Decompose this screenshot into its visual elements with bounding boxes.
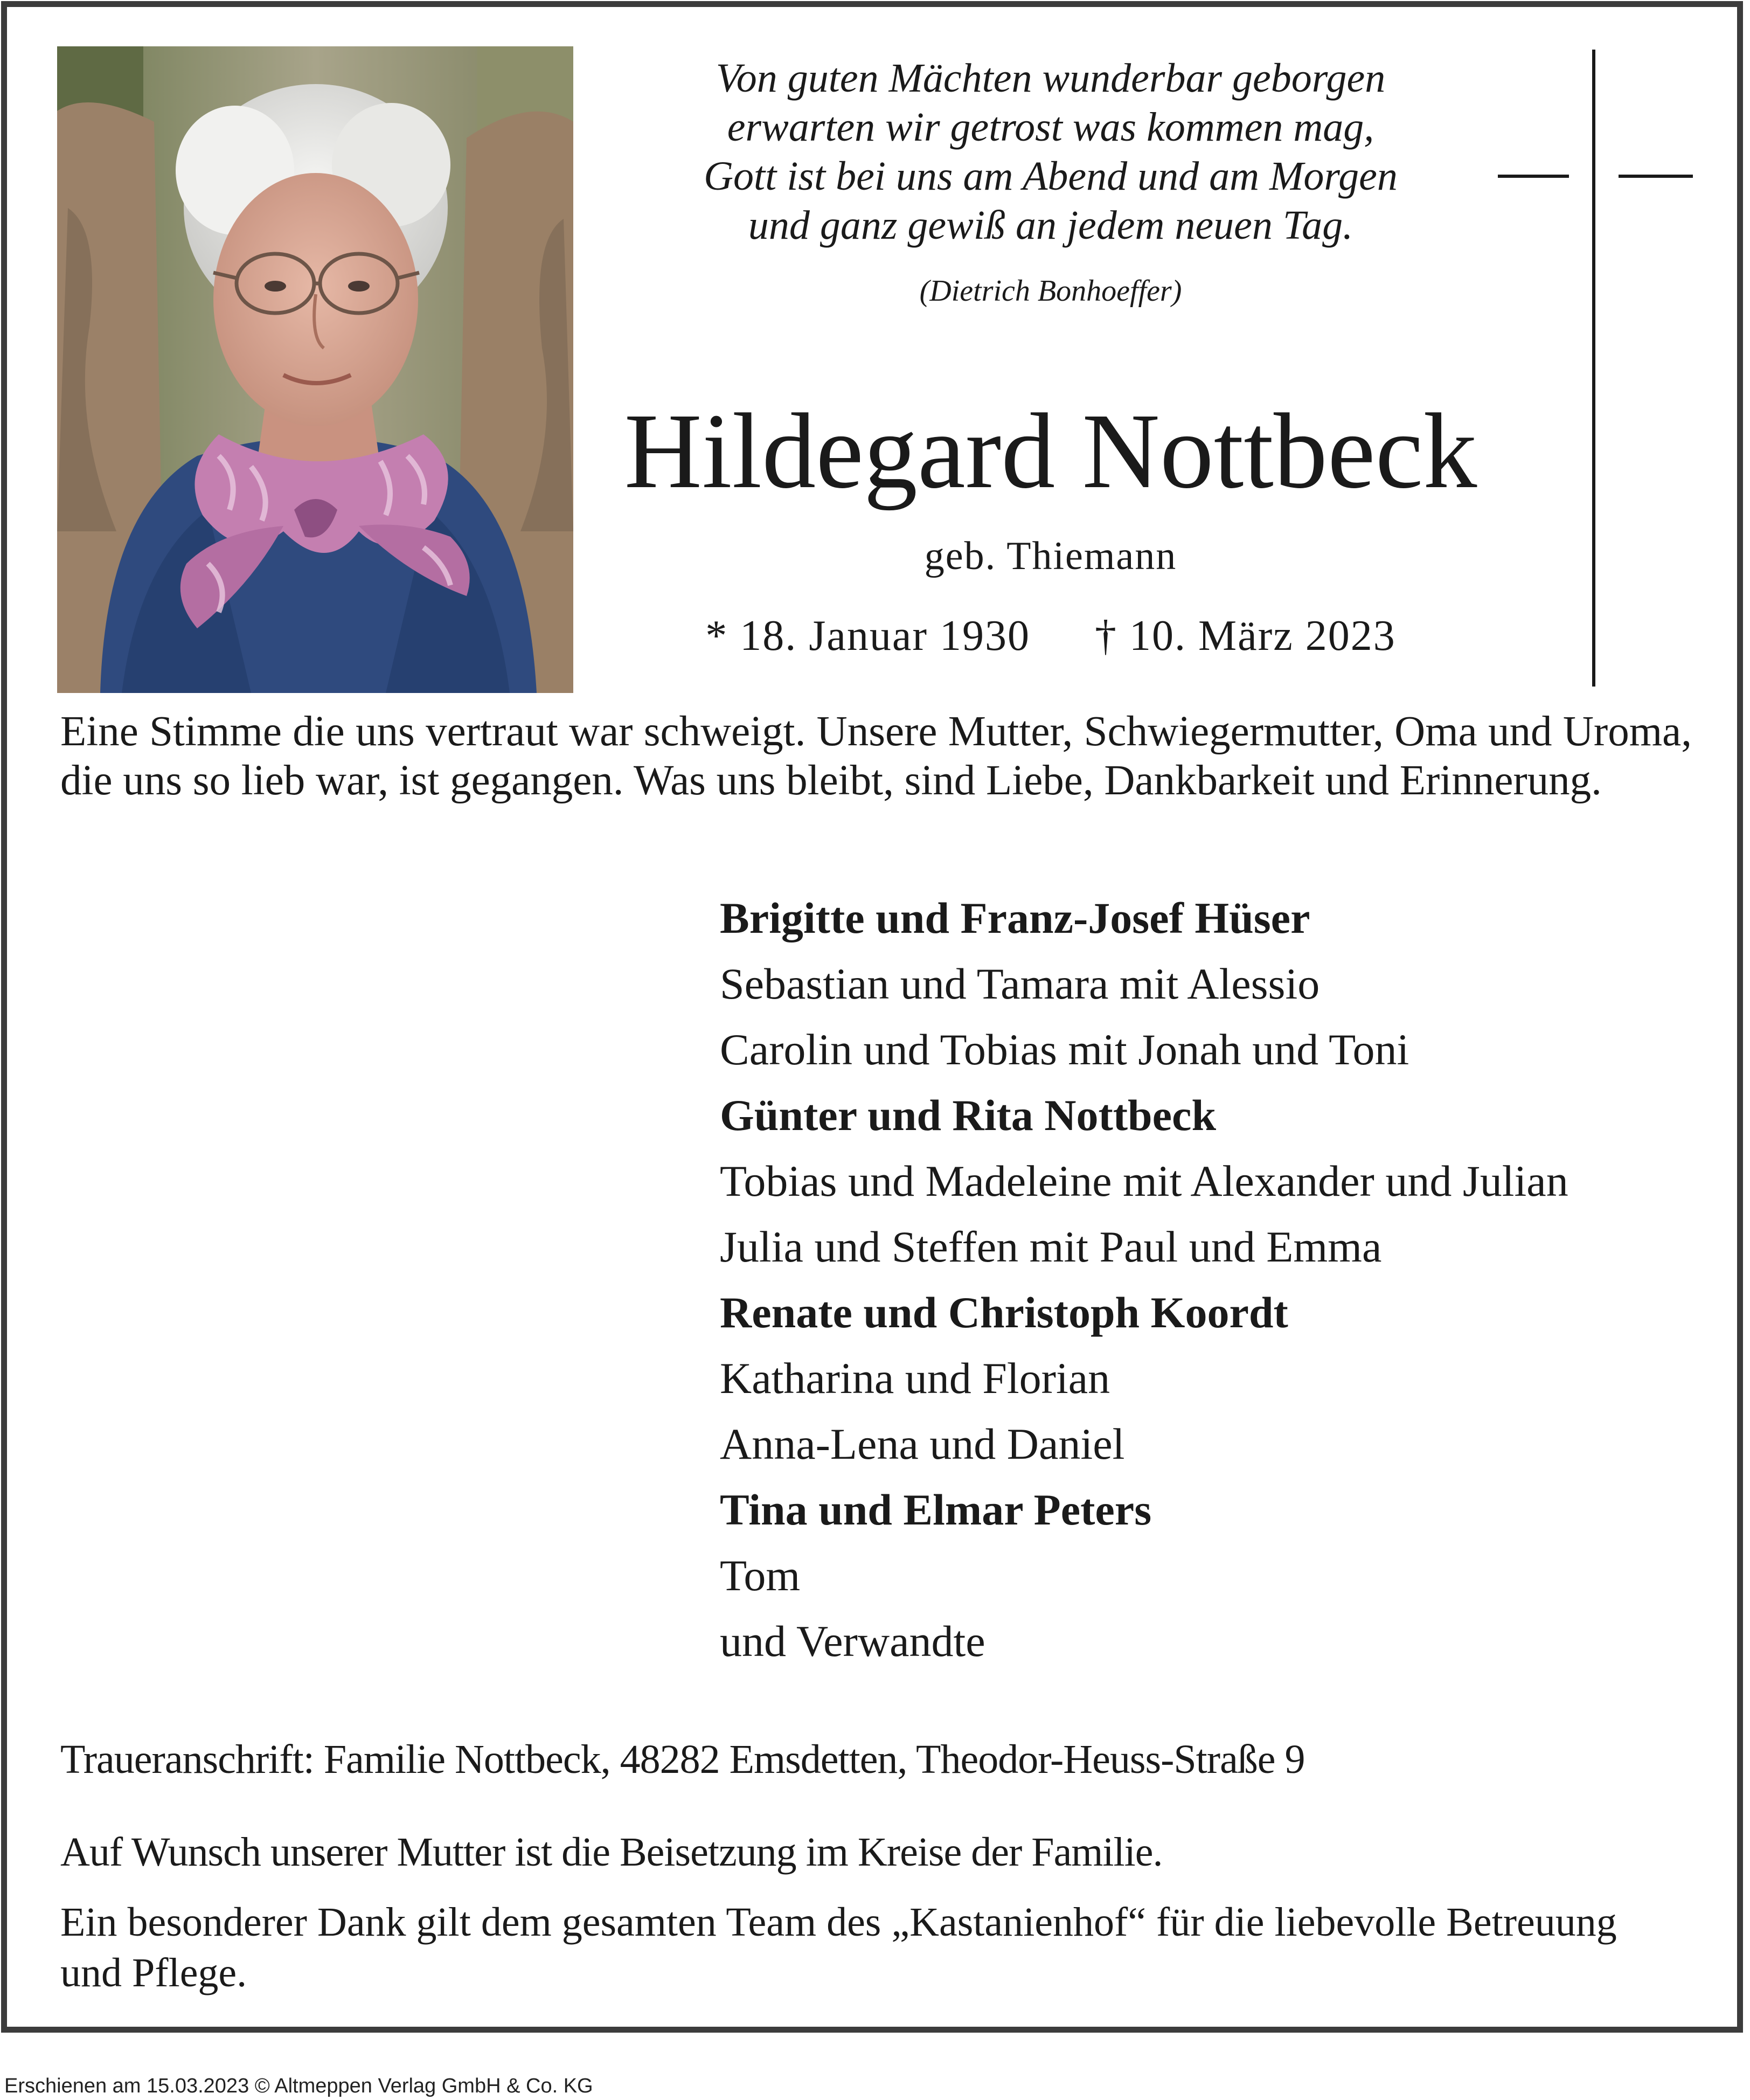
mourner-line: Sebastian und Tamara mit Alessio: [720, 959, 1320, 1008]
mourner-line: Tobias und Madeleine mit Alexander und Julian: [720, 1156, 1568, 1205]
mourner-line: Tina und Elmar Peters: [720, 1485, 1152, 1534]
poem-line: Von guten Mächten wunderbar geborgen: [716, 56, 1386, 101]
mourner-line: Brigitte und Franz-Josef Hüser: [720, 893, 1310, 942]
thanks-note: Ein besonderer Dank gilt dem gesamten Team des „Kastanienhof“ für die liebevolle Betreuung und Pflege.: [60, 1900, 1617, 1995]
mourner-line: Carolin und Tobias mit Jonah und Toni: [720, 1025, 1409, 1074]
intro-text: Eine Stimme die uns vertraut war schweigt. Unsere Mutter, Schwiegermutter, Oma und Uroma, die uns so lieb war, ist gegangen. Was uns bleibt, sind Liebe, Dankbarkeit und Erinnerung.: [60, 708, 1692, 804]
cross-icon-arm-left: [1498, 175, 1569, 178]
mourner-line: Anna-Lena und Daniel: [720, 1419, 1125, 1468]
life-dates: [598, 612, 1503, 661]
poem-line: und ganz gewiß an jedem neuen Tag.: [748, 203, 1353, 248]
mourning-address: Traueranschrift: Familie Nottbeck, 48282 Emsdetten, Theodor-Heuss-Straße 9: [60, 1737, 1305, 1782]
mourner-line: Günter und Rita Nottbeck: [720, 1091, 1217, 1140]
mourner-line: Tom: [720, 1551, 801, 1600]
cross-icon-arm-right: [1619, 175, 1693, 178]
death-date: † 10. März 2023: [1095, 612, 1396, 660]
mourner-line: Katharina und Florian: [720, 1354, 1110, 1403]
mourner-line: Julia und Steffen mit Paul und Emma: [720, 1222, 1382, 1271]
birth-name: geb. Thiemann: [924, 534, 1177, 578]
poem-line: Gott ist bei uns am Abend und am Morgen: [704, 154, 1398, 199]
mourner-line: und Verwandte: [720, 1617, 985, 1666]
poem: [598, 54, 1503, 250]
poem-author: (Dietrich Bonhoeffer): [919, 274, 1182, 308]
portrait-illustration: [57, 46, 573, 693]
poem-line: erwarten wir getrost was kommen mag,: [727, 105, 1374, 150]
birth-date: * 18. Januar 1930: [705, 612, 1030, 660]
burial-note: Auf Wunsch unserer Mutter ist die Beisetzung im Kreise der Familie.: [60, 1829, 1163, 1875]
cross-icon: [1592, 50, 1595, 687]
portrait-photo: [57, 46, 573, 693]
deceased-name: Hildegard Nottbeck: [624, 392, 1477, 511]
mourners-list: [720, 885, 1568, 1674]
publication-footer: Erschienen am 15.03.2023 © Altmeppen Verlag GmbH & Co. KG: [4, 2075, 593, 2097]
mourner-line: Renate und Christoph Koordt: [720, 1288, 1288, 1337]
